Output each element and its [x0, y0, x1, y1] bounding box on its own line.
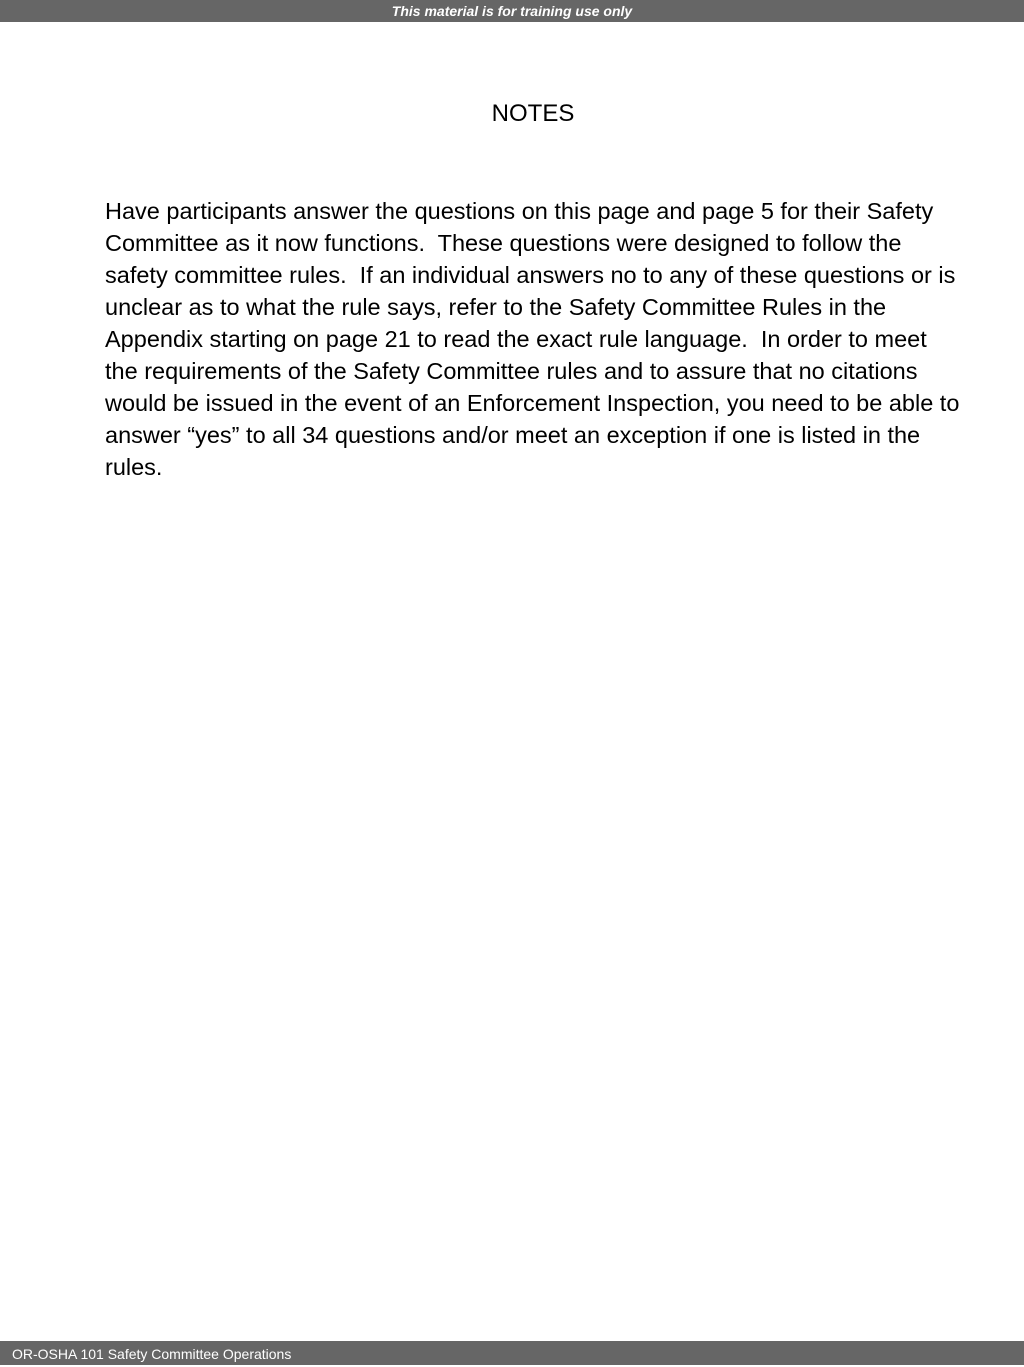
page-title: NOTES	[491, 100, 575, 127]
training-use-text: This material is for training use only	[391, 3, 633, 19]
footer-bar	[0, 1341, 1024, 1365]
notes-paragraph: Have participants answer the questions on this page and page 5 for their Safety Committee as it now functions. These questions were designed to follow the safety committee rules. If an individual answers no to any of these questions or is unclear as to what the rule says, refer to the Safety Committee Rules in the Appendix starting on page 21 to read the exact rule language. In order to meet the requirements of the Safety Committee rules and to assure that no citations would be issued in the event of an Enforcement Inspection, you need to be able to answer “yes” to all 34 questions and/or meet an exception if one is listed in the rules.	[105, 198, 966, 480]
training-use-banner	[0, 0, 1024, 22]
footer-course-title: OR-OSHA 101 Safety Committee Operations	[12, 1346, 292, 1362]
